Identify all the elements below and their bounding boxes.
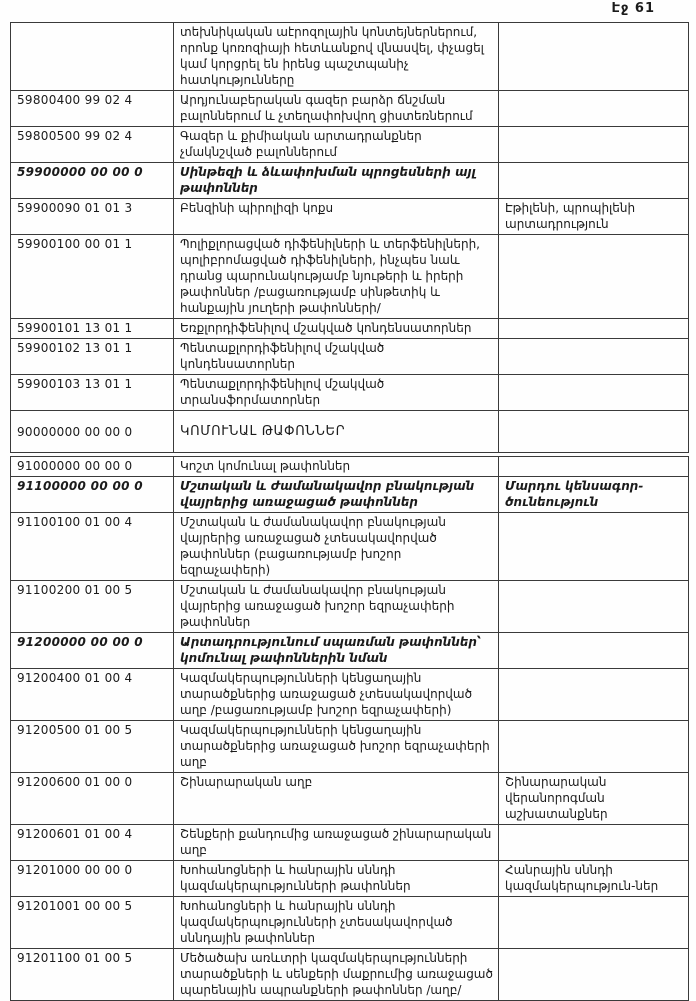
table-row [11, 477, 689, 513]
description-cell: Արդյունաբերական գազեր բարձր ճնշման բալոններում և չտեղափոխվող ցիստեռներում [174, 91, 499, 127]
description-cell: Մշտական և ժամանակավոր բնակության վայրերից առաջացած թափոններ [174, 477, 499, 513]
description-cell: Գազեր և քիմիական արտադրանքներ չմակնշված բալոններում [174, 127, 499, 163]
description-cell: Մշտական և ժամանակավոր բնակության վայրերից առաջացած խոշոր եզրաչափերի թափոններ [174, 581, 499, 633]
description-cell: Պոլիքլորացված դիֆենիլների և տերֆենիլների, պոլիբրոմացված դիֆենիլների, ինչպես նաև դրանց պարունակությամբ նյութերի և իրերի թափոններ /բացառությամբ սինթետիկ և հանքային յուղերի թափոնների/ [174, 235, 499, 319]
note-cell [499, 949, 689, 1001]
waste-classification-document [10, 22, 688, 1001]
table-row [11, 127, 689, 163]
table-row [11, 669, 689, 721]
table-row [11, 773, 689, 825]
code-cell: 91100200 01 00 5 [11, 581, 174, 633]
note-cell: Էթիլենի, պրոպիլենի արտադրություն [499, 199, 689, 235]
code-cell: 91000000 00 00 0 [11, 457, 174, 477]
description-cell: Արտադրությունում սպառման թափոններ՝ կոմունալ թափոններին նման [174, 633, 499, 669]
note-cell [499, 91, 689, 127]
table-body [11, 457, 689, 1001]
note-cell [499, 825, 689, 861]
note-cell [499, 127, 689, 163]
description-cell: Սինթեզի և ձևափոխման պրոցեսների այլ թափոններ [174, 163, 499, 199]
description-cell: Խոհանոցների և հանրային սննդի կազմակերպությունների թափոններ [174, 861, 499, 897]
table-row [11, 339, 689, 375]
note-cell [499, 163, 689, 199]
description-cell: Շինարարական աղբ [174, 773, 499, 825]
note-cell [499, 897, 689, 949]
note-cell [499, 411, 689, 453]
table-row [11, 721, 689, 773]
code-cell: 91100000 00 00 0 [11, 477, 174, 513]
note-cell [499, 581, 689, 633]
code-cell: 59900103 13 01 1 [11, 375, 174, 411]
code-cell: 91200601 01 00 4 [11, 825, 174, 861]
code-cell: 59800500 99 02 4 [11, 127, 174, 163]
table-row [11, 513, 689, 581]
description-cell: Բենզինի պիրոլիզի կոքս [174, 199, 499, 235]
note-cell [499, 721, 689, 773]
waste-table-block-2 [10, 456, 689, 1001]
note-cell: Շինարարական վերանորոգման աշխատանքներ [499, 773, 689, 825]
code-cell: 59900102 13 01 1 [11, 339, 174, 375]
page-number-label: Էջ 61 [611, 1, 655, 16]
code-cell: 91100100 01 00 4 [11, 513, 174, 581]
waste-table-block-1 [10, 22, 689, 453]
table-body [11, 23, 689, 453]
note-cell [499, 457, 689, 477]
table-row [11, 633, 689, 669]
note-cell [499, 375, 689, 411]
table-row [11, 411, 689, 453]
table-row [11, 319, 689, 339]
code-cell: 91200600 01 00 0 [11, 773, 174, 825]
code-cell: 91201001 00 00 5 [11, 897, 174, 949]
description-cell: ԿՈՄՈՒՆԱԼ ԹԱՓՈՆՆԵՐ [174, 411, 499, 453]
note-cell [499, 633, 689, 669]
code-cell: 90000000 00 00 0 [11, 411, 174, 453]
description-cell: Կազմակերպությունների կենցաղային տարածքներից առաջացած խոշոր եզրաչափերի աղբ [174, 721, 499, 773]
code-cell: 59900101 13 01 1 [11, 319, 174, 339]
table-row [11, 91, 689, 127]
code-cell: 91201000 00 00 0 [11, 861, 174, 897]
code-cell: 91201100 01 00 5 [11, 949, 174, 1001]
description-cell: Մշտական և ժամանակավոր բնակության վայրերից առաջացած չտեսակավորված թափոններ (բացառությամբ խոշոր եզրաչափերի) [174, 513, 499, 581]
code-cell: 59900090 01 01 3 [11, 199, 174, 235]
code-cell: 91200400 01 00 4 [11, 669, 174, 721]
note-cell [499, 513, 689, 581]
table-row [11, 163, 689, 199]
note-cell [499, 339, 689, 375]
description-cell: Եռքլորդիֆենիլով մշակված կոնդենսատորներ [174, 319, 499, 339]
description-cell: Պենտաքլորդիֆենիլով մշակված տրանսֆորմատորներ [174, 375, 499, 411]
table-row [11, 825, 689, 861]
table-row [11, 861, 689, 897]
code-cell: 91200000 00 00 0 [11, 633, 174, 669]
note-cell [499, 23, 689, 91]
code-cell: 59900100 00 01 1 [11, 235, 174, 319]
table-row [11, 235, 689, 319]
table-row [11, 199, 689, 235]
table-row [11, 581, 689, 633]
description-cell: Պենտաքլորդիֆենիլով մշակված կոնդենսատորներ [174, 339, 499, 375]
description-cell: տեխնիկական աէրոզոլային կոնտեյներներում, որոնք կոռոզիայի հետևանքով վնասվել, փչացել կամ կորցրել են իրենց պաշտպանիչ հատկությունները [174, 23, 499, 91]
code-cell: 59900000 00 00 0 [11, 163, 174, 199]
description-cell: Կազմակերպությունների կենցաղային տարածքներից առաջացած չտեսակավորված աղբ /բացառությամբ խոշոր եզրաչափերի) [174, 669, 499, 721]
table-row [11, 23, 689, 91]
description-cell: Խոհանոցների և հանրային սննդի կազմակերպությունների չտեսակավորված սննդային թափոններ [174, 897, 499, 949]
table-row [11, 949, 689, 1001]
note-cell [499, 235, 689, 319]
note-cell: Մարդու կենսագոր-ծունեություն [499, 477, 689, 513]
description-cell: Շենքերի քանդումից առաջացած շինարարական աղբ [174, 825, 499, 861]
description-cell: Մեծածախ առևտրի կազմակերպությունների տարածքների և սենքերի մաքրումից առաջացած պարենային ապրանքների թափոններ /աղբ/ [174, 949, 499, 1001]
code-cell [11, 23, 174, 91]
note-cell [499, 669, 689, 721]
code-cell: 59800400 99 02 4 [11, 91, 174, 127]
table-row [11, 897, 689, 949]
table-row [11, 457, 689, 477]
code-cell: 91200500 01 00 5 [11, 721, 174, 773]
note-cell: Հանրային սննդի կազմակերպություն-ներ [499, 861, 689, 897]
note-cell [499, 319, 689, 339]
table-row [11, 375, 689, 411]
description-cell: Կոշտ կոմունալ թափոններ [174, 457, 499, 477]
